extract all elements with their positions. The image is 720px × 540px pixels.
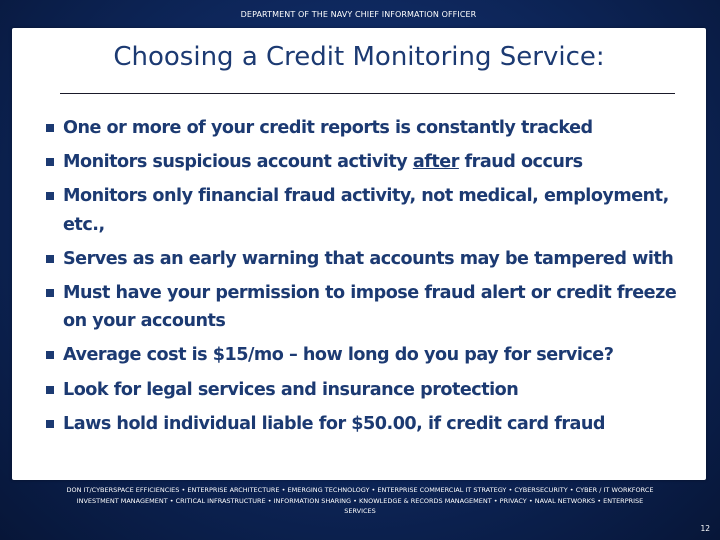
bullet-square-icon bbox=[46, 124, 54, 132]
bullet-item bbox=[46, 182, 686, 238]
bullet-item bbox=[46, 279, 686, 335]
bullet-text: Look for legal services and insurance protection bbox=[63, 379, 519, 400]
department-header: DEPARTMENT OF THE NAVY CHIEF INFORMATION OFFICER bbox=[240, 9, 477, 19]
header-band bbox=[0, 0, 720, 28]
bullet-text: Laws hold individual liable for $50.00, if credit card fraud bbox=[63, 413, 606, 434]
bullet-square-icon bbox=[46, 420, 54, 428]
title-divider bbox=[60, 93, 675, 94]
bullet-text: Must have your permission to impose fraud alert or credit freeze on your accounts bbox=[63, 283, 677, 332]
bullet-text-before: Monitors suspicious account activity bbox=[63, 152, 413, 173]
bullet-item bbox=[46, 376, 686, 404]
bullet-square-icon bbox=[46, 192, 54, 200]
bullet-item bbox=[46, 148, 686, 176]
bullet-text: Monitors only financial fraud activity, not medical, employment, etc., bbox=[63, 186, 669, 235]
slide-panel bbox=[12, 28, 706, 480]
bullet-item bbox=[46, 245, 686, 273]
footer-topics-line-1: DON IT/CYBERSPACE EFFICIENCIES • ENTERPRISE ARCHITECTURE • EMERGING TECHNOLOGY • ENTERPRISE COMMERCIAL IT STRATEGY • CYBERSECURITY • CYBER / IT WORKFORCE bbox=[66, 486, 654, 494]
bullet-text-underlined: after bbox=[412, 152, 459, 173]
bullet-list bbox=[46, 114, 686, 444]
bullet-square-icon bbox=[46, 351, 54, 359]
bullet-text: Serves as an early warning that accounts may be tampered with bbox=[63, 248, 674, 269]
bullet-square-icon bbox=[46, 289, 54, 297]
bullet-item bbox=[46, 410, 686, 438]
bullet-square-icon bbox=[46, 158, 54, 166]
bullet-item bbox=[46, 341, 686, 369]
bullet-text: One or more of your credit reports is constantly tracked bbox=[63, 118, 593, 138]
slide-title: Choosing a Credit Monitoring Service: bbox=[113, 42, 605, 72]
bullet-text bbox=[63, 152, 583, 172]
footer-topics-line-3: SERVICES bbox=[344, 507, 376, 515]
bullet-square-icon bbox=[46, 255, 54, 263]
bullet-square-icon bbox=[46, 386, 54, 394]
bullet-item bbox=[46, 114, 686, 142]
bullet-text-after: fraud occurs bbox=[458, 152, 583, 173]
bullet-text: Average cost is $15/mo – how long do you pay for service? bbox=[63, 345, 614, 366]
footer-topics-line-2: INVESTMENT MANAGEMENT • CRITICAL INFRASTRUCTURE • INFORMATION SHARING • KNOWLEDGE & RECORDS MANAGEMENT • PRIVACY • NAVAL NETWORKS • ENTERPRISE bbox=[76, 496, 644, 505]
page-number: 12 bbox=[700, 524, 710, 533]
footer bbox=[0, 481, 720, 540]
